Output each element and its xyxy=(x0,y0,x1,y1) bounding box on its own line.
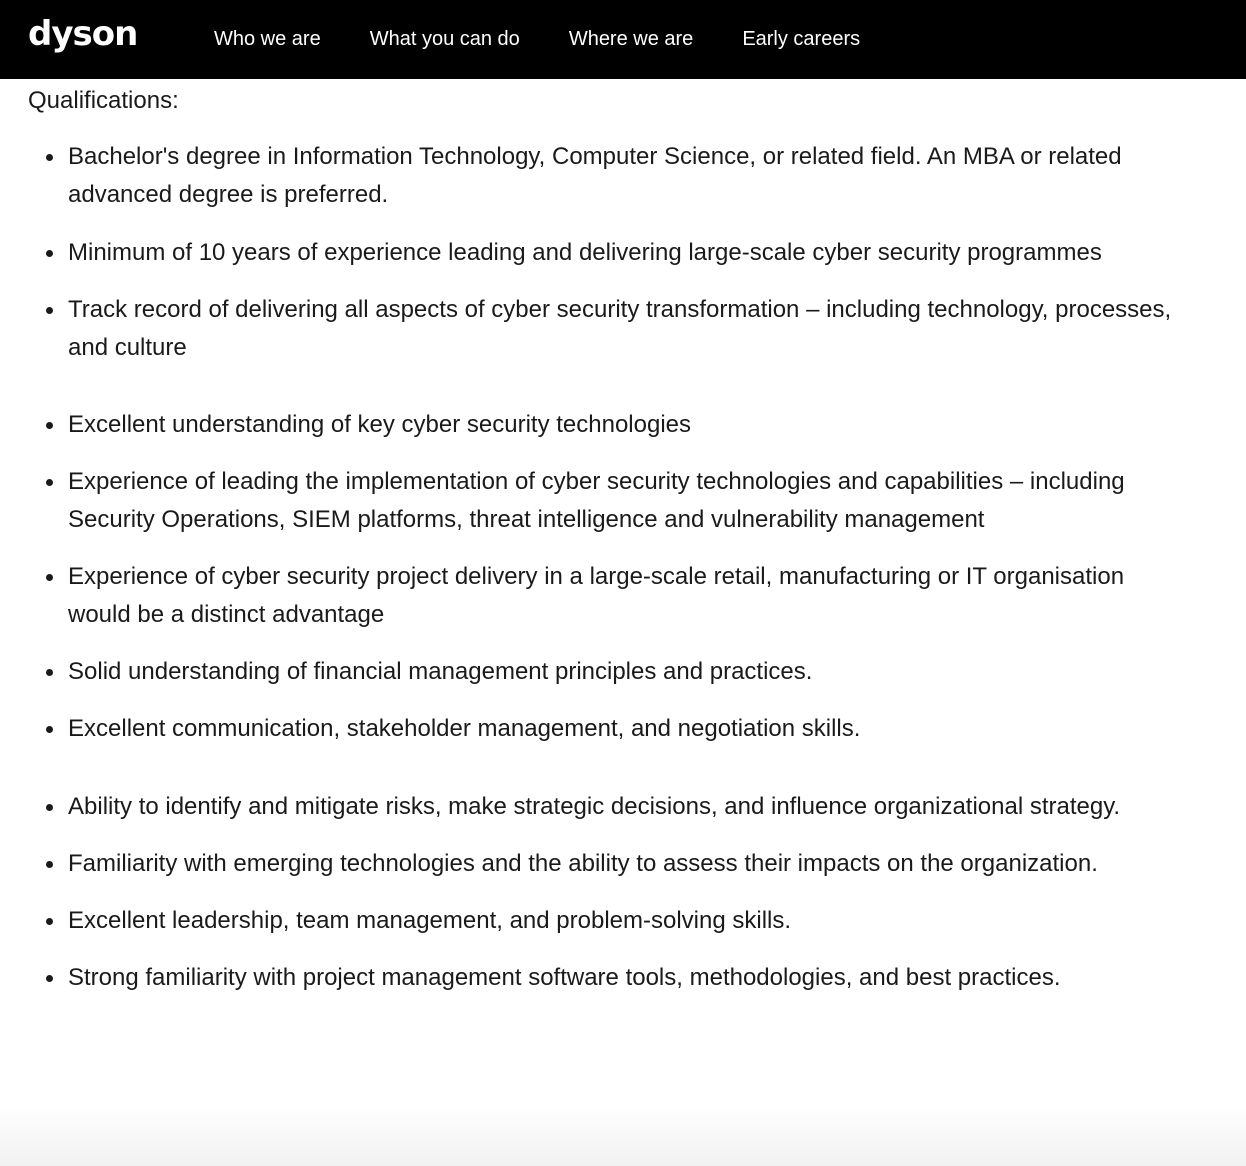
bottom-fade-overlay xyxy=(0,1106,1246,1166)
qualification-item: Strong familiarity with project management software tools, methodologies, and best practices. xyxy=(68,959,1178,997)
nav-link-where-we-are[interactable]: Where we are xyxy=(568,28,694,50)
qualifications-heading: Qualifications: xyxy=(28,87,179,114)
nav-link-early-careers[interactable]: Early careers xyxy=(742,28,861,50)
job-description-content xyxy=(28,82,1178,997)
main-nav xyxy=(214,0,909,79)
qualification-item: Track record of delivering all aspects of cyber security transformation – including technology, processes, and culture xyxy=(68,291,1178,367)
qualification-item: Ability to identify and mitigate risks, make strategic decisions, and influence organizational strategy. xyxy=(68,788,1178,826)
qualifications-list xyxy=(28,138,1178,997)
qualification-item: Excellent leadership, team management, and problem-solving skills. xyxy=(68,902,1178,940)
nav-link-who-we-are[interactable]: Who we are xyxy=(214,28,321,50)
top-navigation-bar xyxy=(0,0,1246,79)
qualification-item: Excellent communication, stakeholder management, and negotiation skills. xyxy=(68,710,1178,748)
qualification-item: Excellent understanding of key cyber security technologies xyxy=(68,406,1178,444)
qualification-item: Experience of leading the implementation of cyber security technologies and capabilities – including Security Operations, SIEM platforms, threat intelligence and vulnerability management xyxy=(68,463,1178,539)
qualification-item: Minimum of 10 years of experience leading and delivering large-scale cyber security programmes xyxy=(68,234,1178,272)
qualification-item: Experience of cyber security project delivery in a large-scale retail, manufacturing or IT organisation would be a distinct advantage xyxy=(68,558,1178,634)
dyson-logo[interactable]: dyson xyxy=(28,14,138,54)
qualification-item: Bachelor's degree in Information Technology, Computer Science, or related field. An MBA or related advanced degree is preferred. xyxy=(68,138,1178,214)
nav-link-what-you-can-do[interactable]: What you can do xyxy=(369,28,520,50)
qualification-item: Solid understanding of financial management principles and practices. xyxy=(68,653,1178,691)
qualification-item: Familiarity with emerging technologies and the ability to assess their impacts on the organization. xyxy=(68,845,1178,883)
